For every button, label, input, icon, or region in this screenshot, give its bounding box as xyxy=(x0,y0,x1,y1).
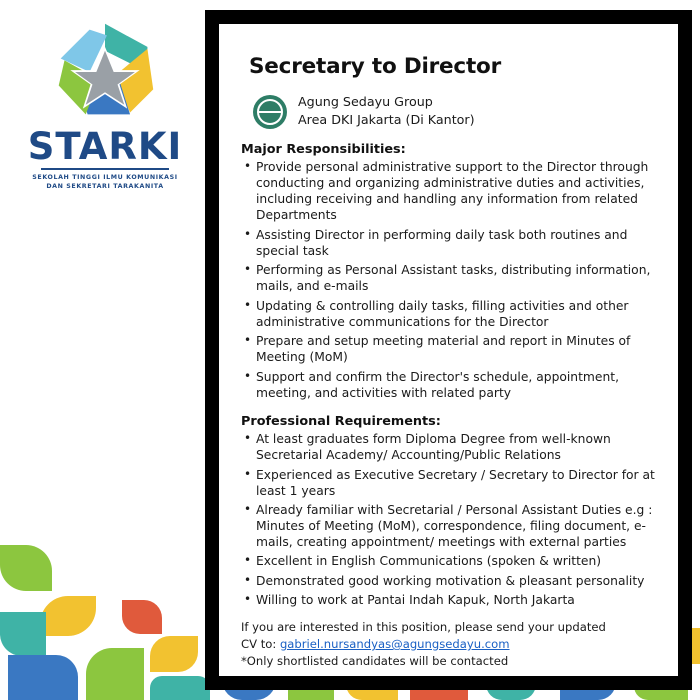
list-item: • Assisting Director in performing daily task both routines and special task xyxy=(241,228,656,260)
list-item: • Performing as Personal Assistant tasks, distributing information, mails, and e-mails xyxy=(241,263,656,295)
list-item: • Updating & controlling daily tasks, filling activities and other administrative communications for the Director xyxy=(241,299,656,331)
responsibilities-list xyxy=(241,160,656,401)
apply-footer xyxy=(241,619,656,669)
section-heading-responsibilities: Major Responsibilities: xyxy=(241,141,406,157)
requirements-list xyxy=(241,432,656,609)
section-heading-requirements: Professional Requirements: xyxy=(241,413,441,429)
brand-divider xyxy=(41,168,169,170)
footer-cv-label: CV to: xyxy=(241,636,280,651)
page-title: Secretary to Director xyxy=(249,54,502,79)
list-item: • Support and confirm the Director's schedule, appointment, meeting, and activities with related party xyxy=(241,370,656,402)
list-item: • At least graduates form Diploma Degree from well-known Secretarial Academy/ Accounting/Public Relations xyxy=(241,432,656,464)
list-item: • Provide personal administrative support to the Director through conducting and organizing administrative duties and activities, including receiving and handling any information from related Departments xyxy=(241,160,656,224)
company-location: Area DKI Jakarta (Di Kantor) xyxy=(298,112,475,128)
company-name: Agung Sedayu Group xyxy=(298,94,433,109)
star-pentagon-logo-icon xyxy=(46,18,164,126)
list-item: • Willing to work at Pantai Indah Kapuk, North Jakarta xyxy=(241,593,656,609)
list-item: • Prepare and setup meeting material and report in Minutes of Meeting (MoM) xyxy=(241,334,656,366)
brand-name: STARKI xyxy=(27,125,183,168)
list-item: • Demonstrated good working motivation & pleasant personality xyxy=(241,574,656,590)
starki-brand xyxy=(10,18,200,192)
agung-sedayu-circle-logo-icon xyxy=(253,95,287,129)
job-poster xyxy=(219,24,678,676)
company-block xyxy=(253,93,656,130)
list-item: • Already familiar with Secretarial / Personal Assistant Duties e.g : Minutes of Meeting (MoM), correspondence, filing document, e-mails, creating appointment/ meetings with external parties xyxy=(241,503,656,551)
list-item: • Excellent in English Communications (spoken & written) xyxy=(241,554,656,570)
brand-subtitle-line1: SEKOLAH TINGGI ILMU KOMUNIKASI xyxy=(32,174,178,181)
job-poster-frame xyxy=(205,10,692,690)
brand-subtitle-line2: DAN SEKRETARI TARAKANITA xyxy=(46,183,164,191)
footer-note: *Only shortlisted candidates will be contacted xyxy=(241,654,509,669)
contact-email-link[interactable]: gabriel.nursandyas@agungsedayu.com xyxy=(279,636,510,651)
list-item: • Experienced as Executive Secretary / Secretary to Director for at least 1 years xyxy=(241,468,656,500)
footer-line-1: If you are interested in this position, please send your updated xyxy=(241,620,606,635)
footer-line-2 xyxy=(241,636,656,652)
